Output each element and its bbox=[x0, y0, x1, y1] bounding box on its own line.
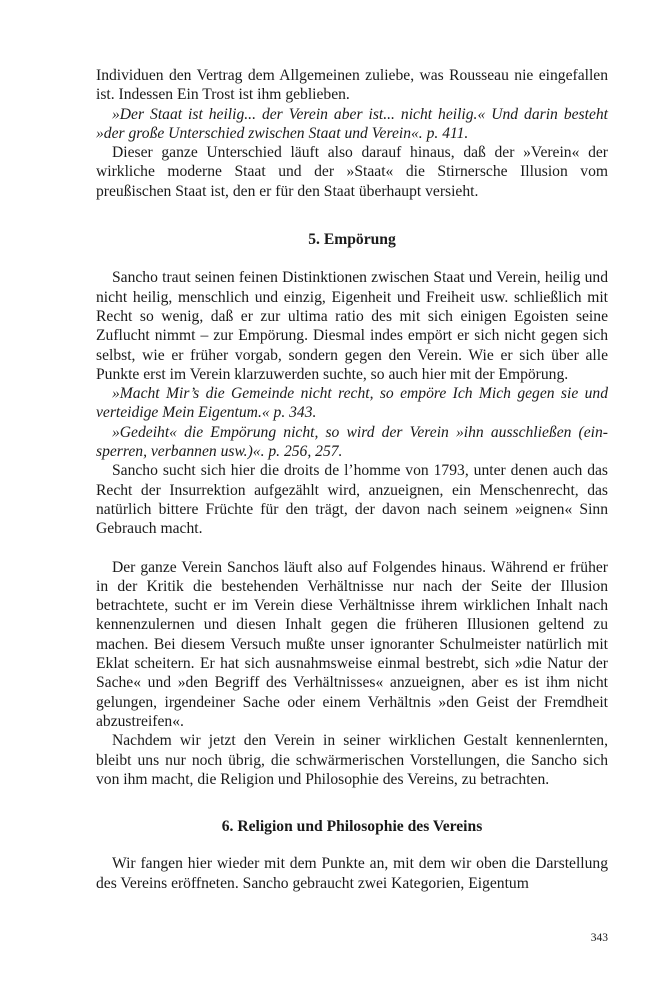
paragraph: Sancho traut seinen feinen Distinktionen zwischen Staat und Verein, heilig und nicht heilig, menschlich und einzig, Eigenheit und Freiheit usw. schließlich mit Recht so wenig, daß er zur ultima ratio des mit sich einigen Egoisten seine Zuflucht nimmt – zur Empörung. Diesmal indes empört er sich nicht gegen sich selbst, wie er früher vorgab, sondern gegen den Verein. Wie er sich über alle Punkte erst im Verein klarzuwerden suchte, so auch hier mit der Empörung. bbox=[96, 269, 608, 383]
paragraph: Individuen den Vertrag dem Allgemeinen zuliebe, was Rousseau nie eingefallen ist. Indessen Ein Trost ist ihm geblieben. bbox=[96, 67, 608, 104]
paragraph: Nachdem wir jetzt den Verein in seiner wirklichen Gestalt kennenlernten, bleibt uns nur noch übrig, die schwärmerischen Vorstellungen, die Sancho sich von ihm macht, die Religion und Philosophie des Vereins, zu betrachten. bbox=[96, 732, 608, 788]
section-heading-5: 5. Empörung bbox=[308, 231, 396, 249]
page-body bbox=[96, 66, 608, 893]
paragraph: Sancho sucht sich hier die droits de l’homme von 1793, unter denen auch das Recht der Insurrektion aufgezählt wird, anzueignen, ein Menschenrecht, das natürlich bittere Früchte für den trägt, der davon nach seinem »eignen« Sinn Gebrauch macht. bbox=[96, 462, 608, 538]
quote-paragraph: »Der Staat ist heilig... der Verein aber ist... nicht heilig.« Und darin besteht »der große Unterschied zwischen Staat und Verein«. p. 411. bbox=[96, 105, 608, 142]
page-number: 343 bbox=[590, 932, 608, 944]
section-heading-6: 6. Religion und Philosophie des Vereins bbox=[221, 818, 483, 836]
paragraph: Wir fangen hier wieder mit dem Punkte an, mit dem wir oben die Darstellung des Vereins eröffneten. Sancho gebraucht zwei Kategorien, Eigentum bbox=[96, 855, 608, 892]
paragraph: Der ganze Verein Sanchos läuft also auf Folgendes hinaus. Während er früher in der Kritik die bestehenden Verhältnisse nur nach der Seite der Illusion betrachtete, sucht er im Verein diese Verhältnisse ihrem wirklichen Inhalt nach kennenzulernen und diesen Inhalt gegen die früheren Illusionen geltend zu machen. Bei diesem Versuch mußte unser ignoranter Schulmeister natürlich mit Eklat scheitern. Er hat sich ausnahmsweise einmal bestrebt, sich »die Natur der Sache« und »den Begriff des Verhältnisses« anzueignen, aber es ist ihm nicht gelungen, irgendeiner Sache oder einem Verhältnis »den Geist der Fremdheit abzustreifen«. bbox=[96, 558, 608, 730]
paragraph-gap bbox=[96, 539, 608, 558]
quote-paragraph: »Macht Mir’s die Gemeinde nicht recht, so empöre Ich Mich gegen sie und verteidige Mein Eigentum.« p. 343. bbox=[96, 385, 608, 422]
quote-paragraph: »Gedeiht« die Empörung nicht, so wird der Verein »ihn ausschließen (einsperren, verbannen usw.)«. p. 256, 257. bbox=[96, 423, 608, 461]
paragraph: Dieser ganze Unterschied läuft also darauf hinaus, daß der »Verein« der wirkliche moderne Staat und der »Staat« die Stirnersche Illusion vom preußischen Staat ist, den er für den Staat überhaupt versieht. bbox=[96, 144, 608, 200]
